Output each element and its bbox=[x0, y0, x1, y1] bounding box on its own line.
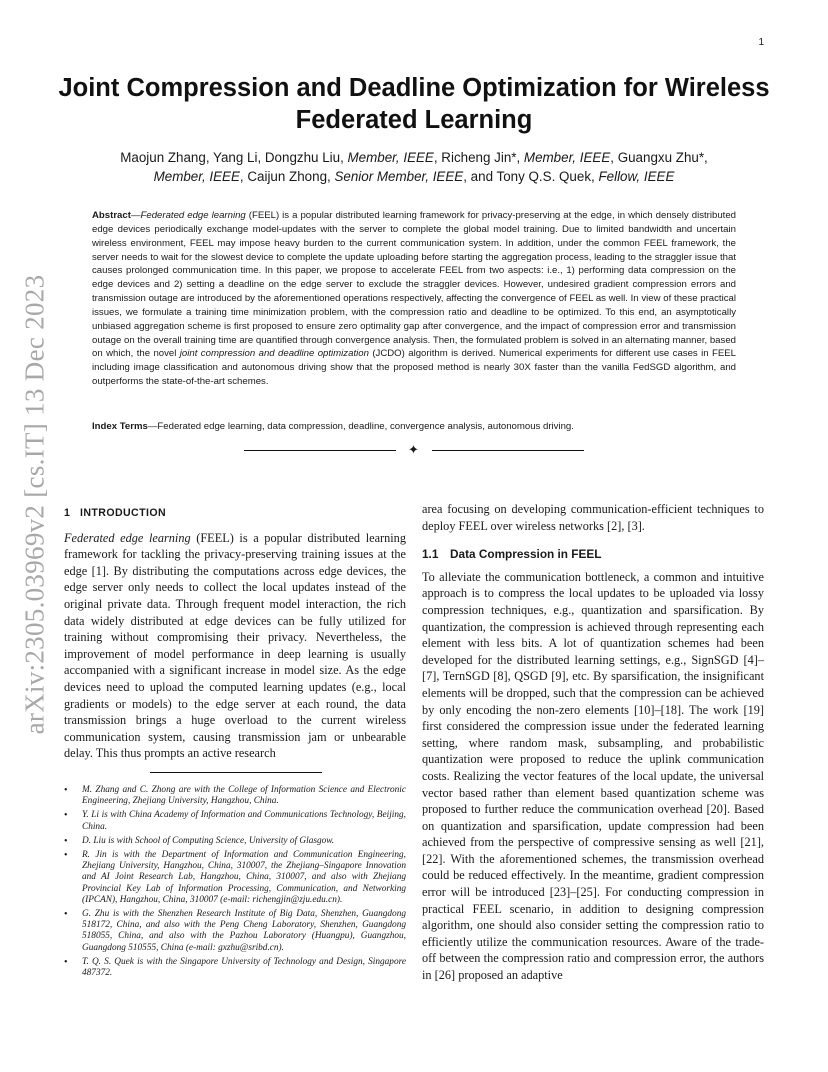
footnote-rule bbox=[150, 772, 322, 773]
footnote-item: • R. Jin is with the Department of Information and Communication Engineering, Zhejiang University, Hangzhou, China, 310007, the Zhejiang–Singapore Innovation and AI Joint Research Lab, Hangzhou, China, 310007, and also with Zhejiang Provincial Key Lab of Information Processing, Communication, and Networking (IPCAN), Hangzhou, China, 310007 (e-mail: richengjin@zju.edu.cn). bbox=[64, 850, 406, 906]
author-affiliation: Member, IEEE bbox=[523, 150, 611, 165]
section-title: INTRODUCTION bbox=[80, 507, 167, 519]
introduction-paragraph bbox=[64, 530, 406, 762]
index-terms-label: Index Terms bbox=[92, 421, 148, 432]
footnote-item: • D. Liu is with School of Computing Science, University of Glasgow. bbox=[64, 836, 406, 847]
left-column bbox=[64, 505, 406, 762]
abstract-label: Abstract bbox=[92, 210, 131, 221]
footnote-item: • Y. Li is with China Academy of Information and Communications Technology, Beijing, China. bbox=[64, 810, 406, 832]
divider-line-right bbox=[432, 450, 584, 451]
right-column bbox=[422, 501, 764, 984]
abstract-dash: — bbox=[130, 210, 141, 221]
subsection-heading-data-compression bbox=[422, 546, 764, 563]
abstract-text-part1: (FEEL) is a popular distributed learning framework for privacy-preserving at the edge, in which densely distributed edge devices periodically exchange model-updates with the server to complete the global model training. Due to limited bandwidth and uncertain wireless environment, FEEL may impose heavy burden to the current communication system. In addition, under the common FEEL framework, the server needs to wait for the slowest device to complete the update uploading before starting the aggregation process, leading to the straggler issue that causes prolonged communication time. In this paper, we propose to accelerate FEEL from two aspects: i.e., 1) performing data compression on the edge devices and 2) setting a deadline on the edge server to exclude the straggler devices. However, undesired gradient compression errors and transmission outage are introduced by the aforementioned operations respectively, affecting the convergence of FEEL as well. In view of these practical issues, we formulate a training time minimization problem, with the compression ratio and deadline to be optimized. To this end, an asymptotically unbiased aggregation scheme is first proposed to ensure zero optimality gap after convergence, and the impact of compression error and transmission outage on the overall training time are quantified through convergence analysis. Then, the formulated problem is solved in an alternating manner, based on which, the novel bbox=[92, 210, 736, 360]
section-heading-introduction bbox=[64, 505, 406, 522]
page-number: 1 bbox=[758, 37, 764, 48]
data-compression-paragraph: To alleviate the communication bottleneck, a common and intuitive approach is to compress the local updates to be uploaded via lossy compression techniques, e.g., quantization and sparsification. By quantization, the compression is achieved through representing each element with less bits. A lot of quantization schemes had been developed for the distributed learning settings, e.g., SignSGD [4]–[7], TernSGD [8], QSGD [9], etc. By sparsification, the insignificant elements will be dropped, such that the compression can be achieved by only encoding the non-zero elements [10]–[18]. The work [19] first considered the compression issue under the federated learning setting, where random mask, subsampling, and probabilistic quantization were proposed to reduce the uplink communication costs. Realizing the vector features of the local update, the universal vector based rather than element based quantization scheme was proposed to further reduce the communication overhead [20]. Based on quantization and sparsification, update compression had been achieved from the perspective of compressive sensing as well [21], [22]. With the aforementioned schemes, the transmission overhead could be reduced effectively. In the meantime, gradient compression error will be introduced [23]–[25]. For conducting compression in practical FEEL scenario, in addition to designing compression algorithm, one should also consider setting the compression ratio to efficiently utilize the communication resources. Aware of the trade-off between the compression ratio and compression error, the authors in [26] proposed an adaptive bbox=[422, 569, 764, 983]
arxiv-stamp bbox=[20, 268, 50, 740]
paper-title: Joint Compression and Deadline Optimization for Wireless Federated Learning bbox=[58, 74, 770, 134]
author-text: , Guangxu Zhu*, bbox=[610, 150, 708, 165]
divider-line-left bbox=[244, 450, 396, 451]
author-text: , and Tony Q.S. Quek, bbox=[463, 169, 599, 184]
author-affiliation: Fellow, IEEE bbox=[598, 169, 675, 184]
abstract-feel-term: Federated edge learning bbox=[140, 210, 246, 221]
index-terms-text: —Federated edge learning, data compression, deadline, convergence analysis, autonomous driving. bbox=[147, 421, 574, 432]
footnote-item: • T. Q. S. Quek is with the Singapore University of Technology and Design, Singapore 487372. bbox=[64, 957, 406, 979]
author-text: Maojun Zhang, Yang Li, Dongzhu Liu, bbox=[120, 150, 348, 165]
author-affiliation: Senior Member, IEEE bbox=[334, 169, 464, 184]
author-affiliation: Member, IEEE bbox=[347, 150, 434, 165]
author-text: , Richeng Jin*, bbox=[433, 150, 524, 165]
divider-diamond-icon: ✦ bbox=[408, 442, 419, 457]
author-list bbox=[60, 148, 768, 186]
abstract-text-part2: (JCDO) algorithm is derived. Numerical experiments for different use cases in FEEL including image classification and autonomous driving show that the proposed method is nearly 30X faster than the vanilla FedSGD algorithm, and outperforms the state-of-the-art schemes. bbox=[92, 348, 737, 388]
introduction-text: (FEEL) is a popular distributed learning framework for tackling the privacy-preserving training issues at the edge [1]. By distributing the computations across edge devices, the edge server only needs to collect the local updates instead of the original private data. Through frequent model interaction, the rich data widely distributed at edge devices can be fully utilized for training without compromising their privacy. Nevertheless, the improvement of model performance in deep learning is usually accompanied with a significant increase in model size. As the edge devices need to upload the computed learning updates (e.g., local gradients or models) to the edge server at each round, the data transmission brings a huge overload to the current wireless communication system, causing transmission jam or unbearable delay. This thus prompts an active research bbox=[64, 530, 406, 761]
introduction-continuation: area focusing on developing communication-efficient techniques to deploy FEEL over wireless networks [2], [3]. bbox=[422, 502, 764, 533]
abstract bbox=[92, 209, 736, 389]
author-text: , Caijun Zhong, bbox=[239, 169, 335, 184]
section-divider bbox=[244, 444, 584, 458]
subsection-number: 1.1 bbox=[422, 547, 439, 562]
abstract-jcdo-term: joint compression and deadline optimization bbox=[179, 348, 369, 360]
arxiv-stamp-text: arXiv:2305.03969v2 [cs.IT] 13 Dec 2023 bbox=[19, 274, 50, 734]
author-affiliation: Member, IEEE bbox=[153, 169, 240, 184]
subsection-title: Data Compression in FEEL bbox=[450, 547, 602, 562]
introduction-feel-term: Federated edge learning bbox=[64, 530, 191, 545]
footnote-item: • M. Zhang and C. Zhong are with the College of Information Science and Electronic Engineering, Zhejiang University, Hangzhou, China. bbox=[64, 785, 406, 807]
footnote-item: • G. Zhu is with the Shenzhen Research Institute of Big Data, Shenzhen, Guangdong 518172, China, and also with the Peng Cheng Laboratory, Shenzhen, Guangdong 518055, China, and also with the Pazhou Laboratory (Huangpu), Guangzhou, Guangdong 510555, China (e-mail: gxzhu@sribd.cn). bbox=[64, 909, 406, 954]
section-number: 1 bbox=[64, 507, 71, 519]
footnote-list bbox=[64, 785, 406, 982]
index-terms bbox=[92, 420, 736, 433]
